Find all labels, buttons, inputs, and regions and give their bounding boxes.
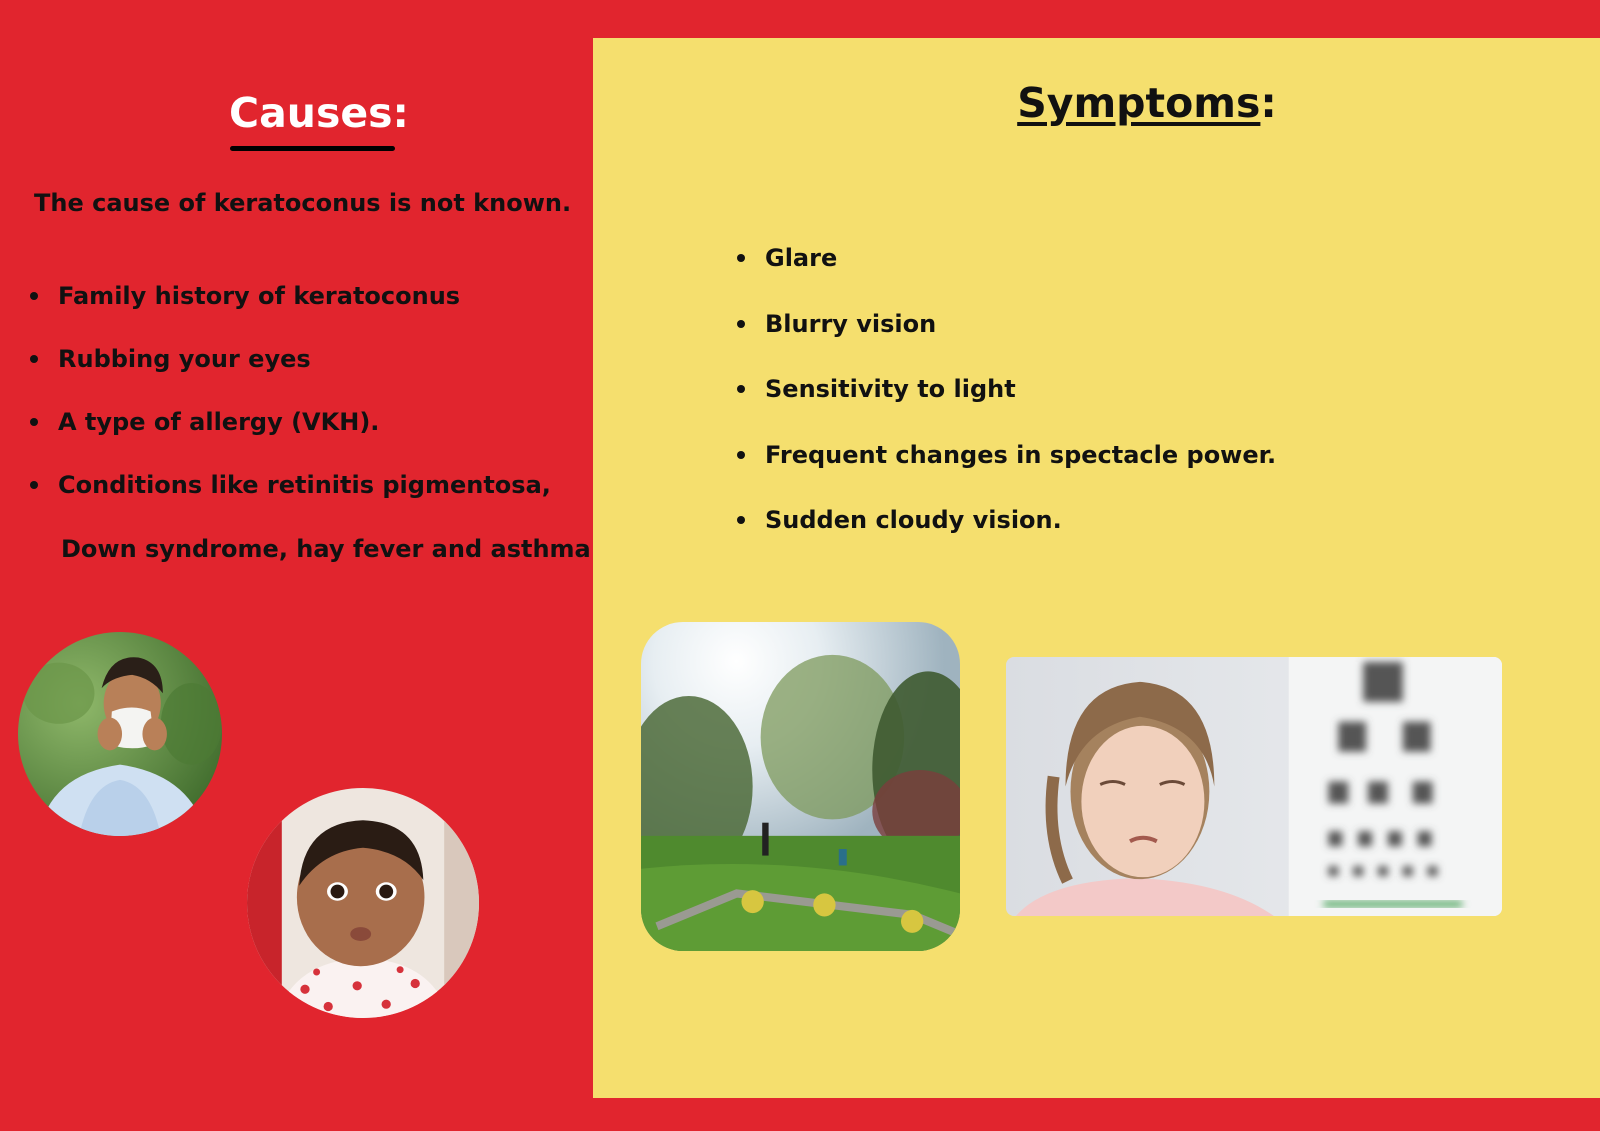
symptoms-list <box>735 238 1276 566</box>
causes-title: Causes: <box>229 89 409 137</box>
causes-list-item: Family history of keratoconus <box>28 276 551 339</box>
causes-list-item: A type of allergy (VKH). <box>28 402 551 465</box>
symptoms-title <box>1002 74 1292 132</box>
symptoms-list-item: Sudden cloudy vision. <box>735 500 1276 566</box>
baby-photo <box>247 788 479 1018</box>
symptoms-title-colon: : <box>1260 79 1277 127</box>
squinting-girl-photo <box>1006 657 1502 916</box>
causes-title-underline <box>230 146 395 151</box>
symptoms-title-word: Symptoms <box>1017 79 1261 127</box>
symptoms-list-item: Frequent changes in spectacle power. <box>735 435 1276 501</box>
causes-intro: The cause of keratoconus is not known. <box>34 189 572 217</box>
garden-glare-photo <box>641 622 960 951</box>
sneezing-man-photo <box>18 632 222 836</box>
symptoms-list-item: Blurry vision <box>735 304 1276 370</box>
causes-list-item: Rubbing your eyes <box>28 339 551 402</box>
causes-list <box>28 276 551 528</box>
causes-list-item: Conditions like retinitis pigmentosa, <box>28 465 551 528</box>
symptoms-list-item: Glare <box>735 238 1276 304</box>
symptoms-list-item: Sensitivity to light <box>735 369 1276 435</box>
causes-list-item-continuation: Down syndrome, hay fever and asthma <box>61 535 591 563</box>
